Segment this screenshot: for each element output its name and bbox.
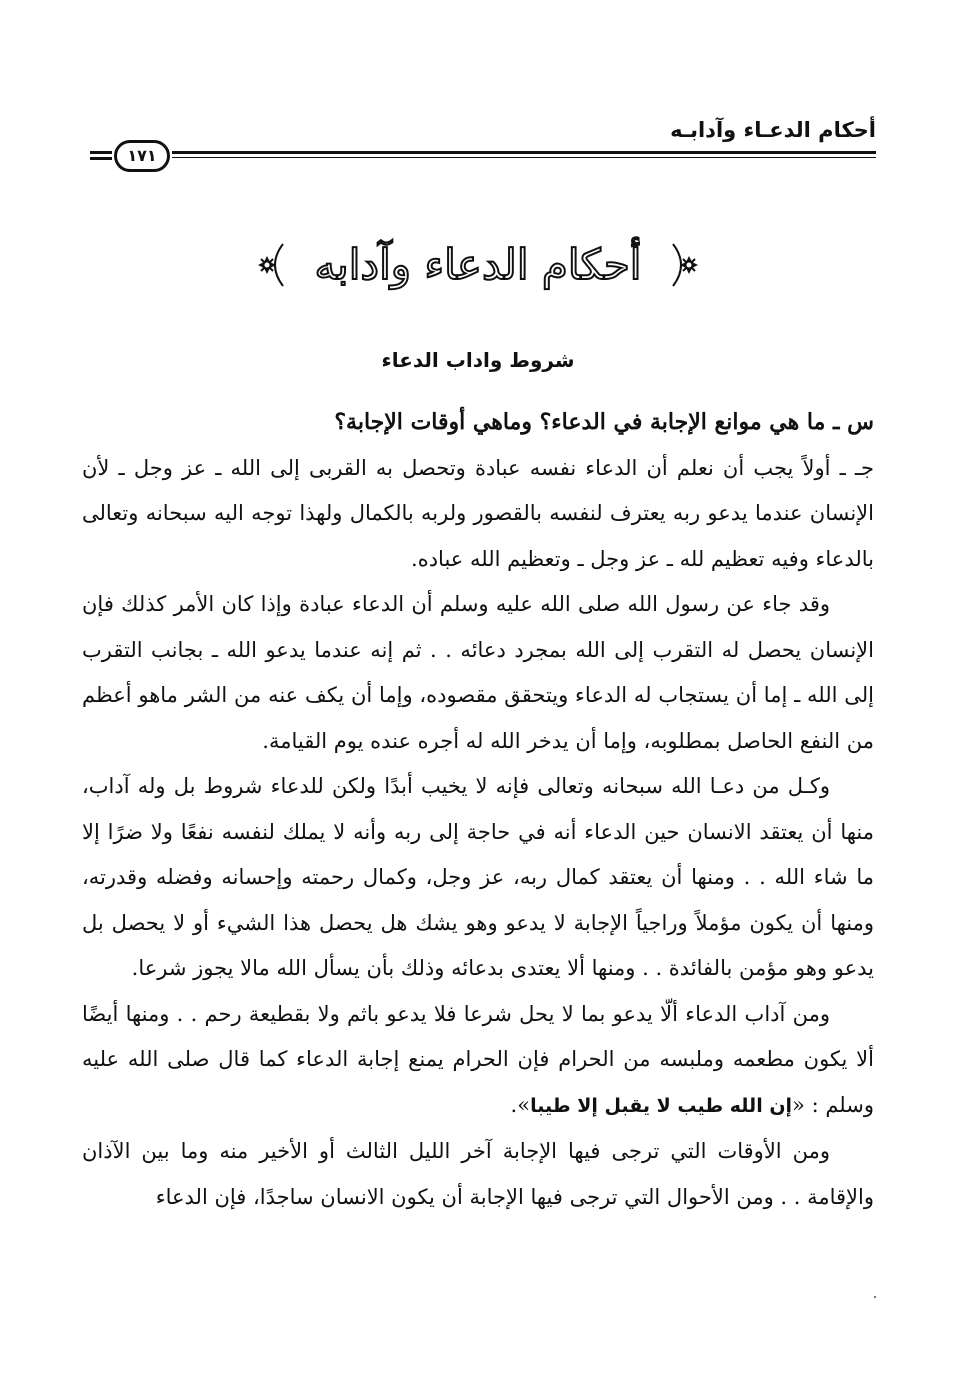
paragraph: وقد جاء عن رسول الله صلى الله عليه وسلم أن الدعاء عبادة وإذا كان الأمر كذلك فإن الإنسان يحصل له التقرب إلى الله بمجرد دعائه . . ثم إنه عندما يدعو الله ـ بجانب التقرب إلى الله ـ إما أن يستجاب له الدعاء ويتحقق مقصوده، وإما أن يكف عنه من الشر ماهو أعظم من النفع الحاصل بمطلوبه، وإما أن يدخر الله له أجره عنده يوم القيامة. [82,592,874,753]
running-header [90,118,876,165]
page-number-box [90,140,180,168]
header-rule [172,151,876,154]
page-number-dash [90,151,112,154]
scan-speck [874,1296,876,1298]
paragraph [82,992,874,1130]
paragraph-text: ». [510,1092,531,1117]
paragraph-text: ومن آداب الدعاء ألّا يدعو بما لا يحل شرعا فلا يدعو باثم ولا بقطيعة رحم . . ومنها أيضًا ألا يكون مطعمه وملبسه من الحرام فإن الحرام يمنع إجابة الدعاء كما قال صلى الله عليه وسلم : « [82,1001,874,1117]
page-number-dash [90,157,112,160]
paragraph: وكـل من دعـا الله سبحانه وتعالى فإنه لا يخيب أبدًا ولكن للدعاء شروط بل وله آداب، منها أن يعتقد الانسان حين الدعاء أنه في حاجة إلى ربه وأنه لا يملك لنفسه نفعًا ولا ضرًا إلا ما شاء الله . . ومنها أن يعتقد كمال ربه، عز وجل، وكمال رحمته وإحسانه وفضله وقدرته، ومنها أن يكون مؤملاً وراجياً الإجابة لا يدعو وهو يشك هل يحصل هذا الشيء أو لا يحصل بل يدعو وهو مؤمن بالفائدة . . ومنها ألا يعتدى بدعائه وذلك بأن يسأل الله مالا يجوز شرعا. [82,774,874,980]
chapter-banner [0,240,956,310]
ornament-right-icon [669,242,703,288]
chapter-title: أحكام الدعاء وآدابه [314,240,642,289]
body-text [82,400,874,1220]
book-title: أحكام الدعـاء وآدابـه [670,118,876,142]
paragraph: ومن الأوقات التي ترجى فيها الإجابة آخر الليل الثالث أو الأخير منه وما بين الآذان والإقامة . . ومن الأحوال التي ترجى فيها الإجابة أن يكون الانسان ساجدًا، فإن الدعاء [82,1139,874,1209]
answer-paragraph: جـ ـ أولاً يجب أن نعلم أن الدعاء نفسه عبادة وتحصل به القربى إلى الله ـ عز وجل ـ لأن الإنسان عندما يدعو ربه يعترف لنفسه بالقصور ولربه بالكمال ولهذا توجه اليه سبحانه وتعالى بالدعاء وفيه تعظيم لله ـ عز وجل ـ وتعظيم الله عباده. [82,455,874,571]
page-number: ١٧١ [114,140,170,172]
hadith-quote: إن الله طيب لا يقبل إلا طيبا [530,1094,793,1117]
question: س ـ ما هي موانع الإجابة في الدعاء؟ وماهي أوقات الإجابة؟ [334,409,874,435]
ornament-left-icon [253,242,287,288]
section-heading: شروط واداب الدعاء [381,348,575,372]
header-rule-thin [172,157,876,158]
